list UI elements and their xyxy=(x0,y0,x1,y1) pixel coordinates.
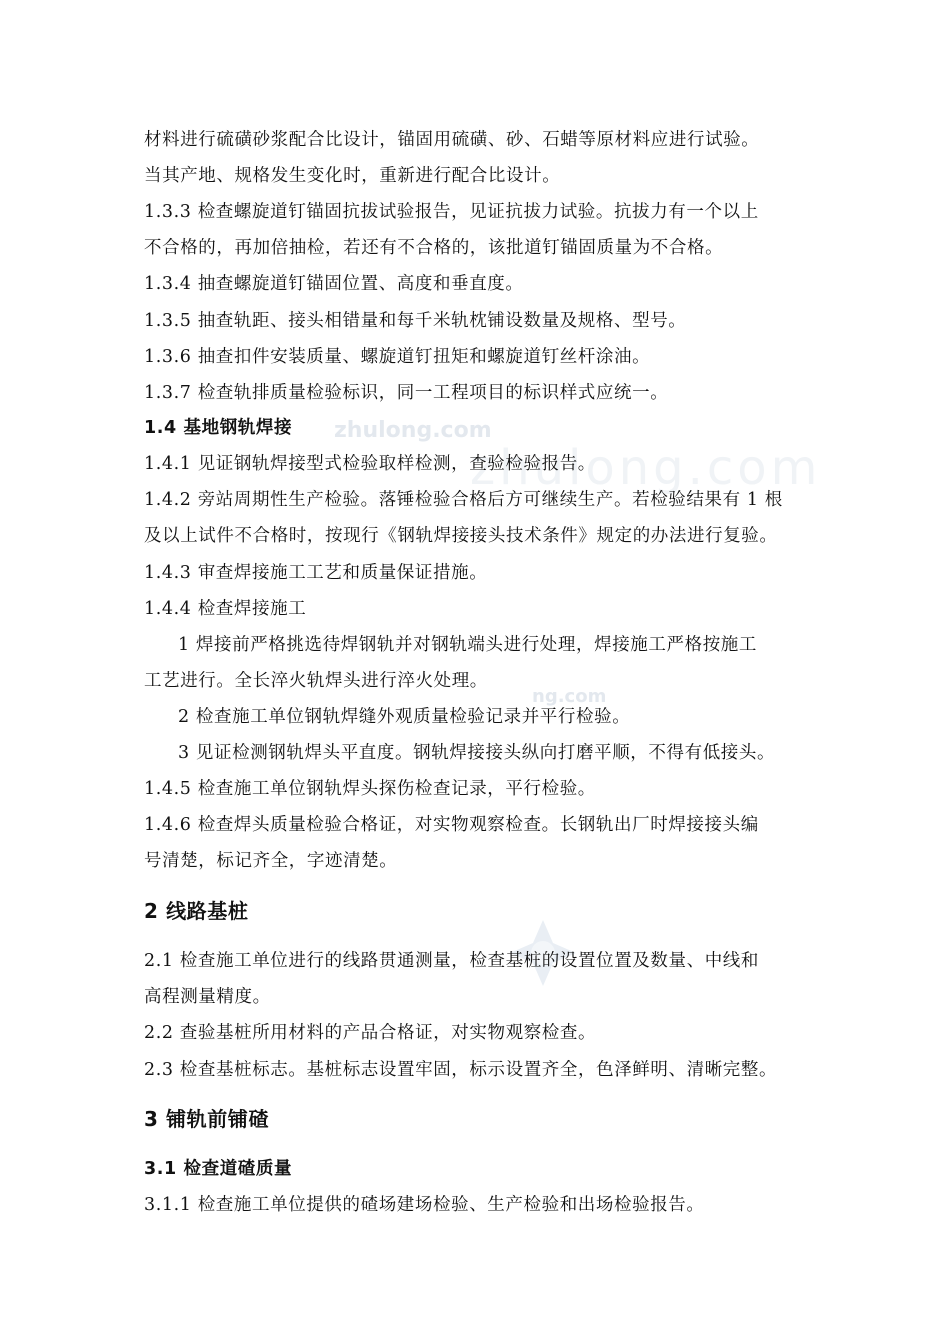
paragraph-line: 1.3.5 抽查轨距、接头相错量和每千米轨枕铺设数量及规格、型号。 xyxy=(144,311,687,331)
paragraph-line: 工艺进行。全长淬火轨焊头进行淬火处理。 xyxy=(144,671,488,691)
paragraph-line: 1.4.5 检查施工单位钢轨焊头探伤检查记录，平行检验。 xyxy=(144,779,596,799)
watermark-text-large: zhulong.com xyxy=(470,440,822,496)
paragraph-line: 不合格的，再加倍抽检，若还有不合格的，该批道钉锚固质量为不合格。 xyxy=(144,238,724,258)
chapter-heading: 3 铺轨前铺碴 xyxy=(144,1107,270,1131)
paragraph-line: 1.3.6 抽查扣件安装质量、螺旋道钉扭矩和螺旋道钉丝杆涂油。 xyxy=(144,347,651,367)
watermark-text: zhulong.com xyxy=(334,418,492,443)
paragraph-line: 2.3 检查基桩标志。基桩标志设置牢固，标示设置齐全，色泽鲜明、清晰完整。 xyxy=(144,1060,778,1080)
paragraph-line: 2 检查施工单位钢轨焊缝外观质量检验记录并平行检验。 xyxy=(178,707,631,727)
section-heading: 1.4 基地钢轨焊接 xyxy=(144,418,293,438)
paragraph-line: 及以上试件不合格时，按现行《钢轨焊接接头技术条件》规定的办法进行复验。 xyxy=(144,526,778,546)
paragraph-line: 2.1 检查施工单位进行的线路贯通测量，检查基桩的设置位置及数量、中线和 xyxy=(144,951,759,971)
paragraph-line: 1.4.1 见证钢轨焊接型式检验取样检测，查验检验报告。 xyxy=(144,454,596,474)
chapter-heading: 2 线路基桩 xyxy=(144,899,249,923)
paragraph-line: 3.1.1 检查施工单位提供的碴场建场检验、生产检验和出场检验报告。 xyxy=(144,1195,705,1215)
paragraph-line: 1.3.4 抽查螺旋道钉锚固位置、高度和垂直度。 xyxy=(144,274,524,294)
paragraph-line: 高程测量精度。 xyxy=(144,987,271,1007)
paragraph-line: 1.3.3 检查螺旋道钉锚固抗拔试验报告，见证抗拔力试验。抗拔力有一个以上 xyxy=(144,202,759,222)
paragraph-line: 1 焊接前严格挑选待焊钢轨并对钢轨端头进行处理，焊接施工严格按施工 xyxy=(178,635,757,655)
paragraph-line: 2.2 查验基桩所用材料的产品合格证，对实物观察检查。 xyxy=(144,1023,597,1043)
paragraph-line: 当其产地、规格发生变化时，重新进行配合比设计。 xyxy=(144,166,561,186)
paragraph-line: 材料进行硫磺砂浆配合比设计，锚固用硫磺、砂、石蜡等原材料应进行试验。 xyxy=(144,130,760,150)
paragraph-line: 1.4.6 检查焊头质量检验合格证，对实物观察检查。长钢轨出厂时焊接接头编 xyxy=(144,815,759,835)
paragraph-line: 号清楚，标记齐全，字迹清楚。 xyxy=(144,851,398,871)
paragraph-line: 1.4.3 审查焊接施工工艺和质量保证措施。 xyxy=(144,563,488,583)
paragraph-line: 1.3.7 检查轨排质量检验标识，同一工程项目的标识样式应统一。 xyxy=(144,383,669,403)
paragraph-line: 1.4.4 检查焊接施工 xyxy=(144,599,307,619)
watermark-text: ng.com xyxy=(532,686,607,707)
section-heading: 3.1 检查道碴质量 xyxy=(144,1159,293,1179)
paragraph-line: 3 见证检测钢轨焊头平直度。钢轨焊接接头纵向打磨平顺，不得有低接头。 xyxy=(178,743,776,763)
paragraph-line: 1.4.2 旁站周期性生产检验。落锤检验合格后方可继续生产。若检验结果有 1 根 xyxy=(144,490,783,510)
